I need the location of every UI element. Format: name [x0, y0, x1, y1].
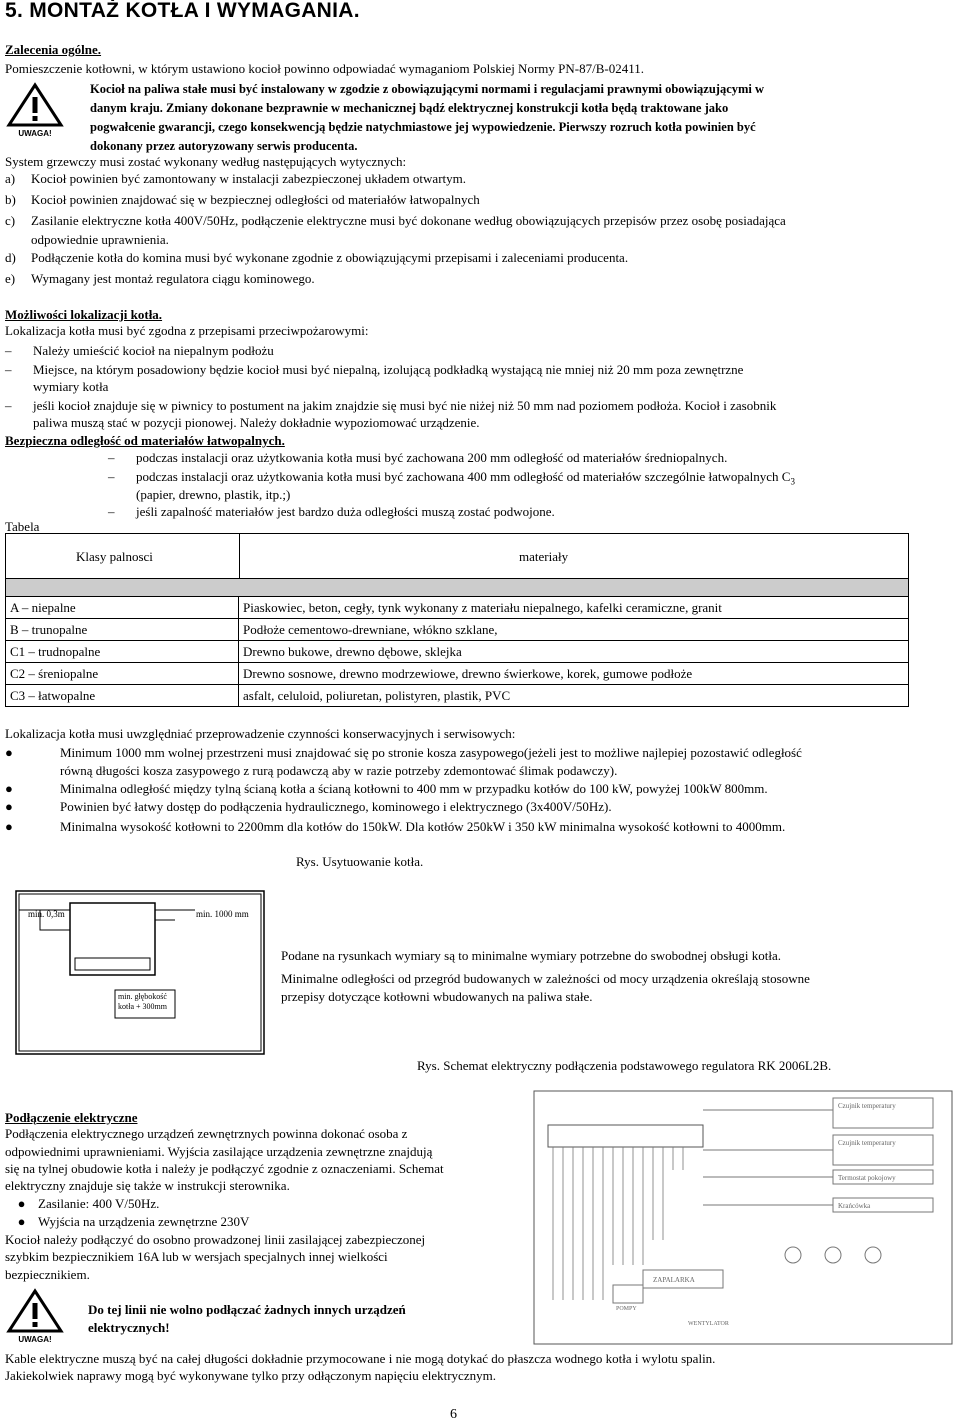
electric-line: Podłączenia elektrycznego urządzeń zewnętrznych powinna dokonać osoba z [5, 1126, 408, 1141]
system-item-d: d) Podłączenie kotła do komina musi być wykonane zgodnie z obowiązującymi przepisami i zaleceniami producenta. [5, 250, 629, 265]
distance-item-1: – podczas instalacji oraz użytkowania kotła musi być zachowana 200 mm odległość od materiałów średniopalnych. [108, 450, 728, 465]
general-heading: Zalecenia ogólne. [5, 42, 102, 57]
maintenance-item-1-cont: równą długości kosza zasypowego z rurą podawczą aby w razie potrzeby zdemontować ślimak podawczy). [60, 763, 618, 778]
figure1-label-1: min. 0,3m [28, 909, 65, 919]
electric-line: odpowiednimi uprawnieniami. Wyjścia zasilające urządzenia zewnętrzne znajdują [5, 1144, 433, 1159]
maintenance-item-2: ● Minimalna odległość między tylną ścianą kotła a ścianą kotłowni to 400 mm w przypadku kotłów do 100 kW, powyżej 100kW 800mm. [5, 781, 768, 796]
electric-bullet-1: ● Zasilanie: 400 V/50Hz. [17, 1196, 160, 1211]
schematic-label: Krańcówka [838, 1202, 871, 1210]
electric-line: się na tylnej obudowie kotła i należy je podłączyć zgodnie z oznaczeniami. Schemat [5, 1161, 444, 1176]
figure1-caption: Rys. Usytuowanie kotła. [296, 854, 424, 869]
warning-icon [5, 1285, 65, 1345]
schematic-label: WENTYLATOR [688, 1321, 729, 1327]
table-row: A – niepalne Piaskowiec, beton, cegły, tynk wykonany z materiału niepalnego, kafelki ceramiczne, granit [6, 597, 909, 619]
warning-text-2: danym kraju. Zmiany dokonane bezprawnie w mechanicznej bądź elektrycznej konstrukcji kotła będą traktowane jako [90, 101, 729, 115]
location-item-1: – Należy umieścić kocioł na niepalnym podłożu [5, 343, 274, 358]
schematic-label: Termostat pokojowy [838, 1174, 896, 1182]
table-label: Tabela [5, 519, 40, 534]
system-intro: System grzewczy musi zostać wykonany według następujących wytycznych: [5, 154, 407, 169]
distance-item-3: – jeśli zapalność materiałów jest bardzo duża odległości muszą zostać podwojone. [108, 504, 555, 519]
location-item-2: – Miejsce, na którym posadowiony będzie kocioł musi być niepalną, izolującą podkładką wystającą nie mniej niż 20 mm poza zewnętrzne [5, 362, 744, 377]
electric-warning-1: Do tej linii nie wolno podłączać żadnych innych urządzeń [88, 1302, 406, 1317]
location-intro: Lokalizacja kotła musi być zgodna z przepisami przeciwpożarowymi: [5, 323, 369, 338]
electrical-schematic-diagram [533, 1090, 953, 1345]
flammability-table [5, 596, 909, 707]
system-item-a: a) Kocioł powinien być zamontowany w instalacji zabezpieczonej układem otwartym. [5, 171, 466, 186]
figure2-caption: Rys. Schemat elektryczny podłączenia podstawowego regulatora RK 2006L2B. [417, 1058, 832, 1073]
table-row: C3 – łatwopalne asfalt, celuloid, poliuretan, polistyren, plastik, PVC [6, 685, 909, 707]
electric-final-1: Kable elektryczne muszą być na całej długości dokładnie przymocowane i nie mogą dotykać do płaszcza wodnego kotła i wylotu spalin. [5, 1351, 716, 1366]
electric-line: bezpiecznikiem. [5, 1267, 90, 1282]
schematic-label: Czujnik temperatury [838, 1139, 896, 1147]
figure1-label-2: min. 1000 mm [196, 909, 249, 919]
general-line: Pomieszczenie kotłowni, w którym ustawiono kocioł powinno odpowiadać wymaganiom Polskiej Normy PN-87/B-02411. [5, 61, 644, 76]
electric-line: elektryczny znajduje się także w instrukcji sterownika. [5, 1178, 290, 1193]
table-row: B – trunopalne Podłoże cementowo-drewniane, włókno szklane, [6, 619, 909, 641]
schematic-label: Czujnik temperatury [838, 1102, 896, 1110]
distance-heading: Bezpieczna odległość od materiałów łatwopalnych. [5, 433, 285, 448]
table-row: C2 – śreniopalne Drewno sosnowe, drewno modrzewiowe, drewno świerkowe, korek, gumowe podłoże [6, 663, 909, 685]
table-gray-band [5, 579, 909, 596]
figure1-label-3: min. głębokość kotła + 300mm [118, 992, 167, 1011]
system-item-b: b) Kocioł powinien znajdować się w bezpiecznej odległości od materiałów łatwopalnych [5, 192, 480, 207]
system-item-c: c) Zasilanie elektryczne kotła 400V/50Hz, podłączenie elektryczne musi być dokonane według obowiązujących przepisów przez osobę posiadająca [5, 213, 786, 228]
electric-final-2: Jakiekolwiek naprawy mogą być wykonywane tylko przy odłączonym napięciu elektrycznym. [5, 1368, 496, 1383]
distance-item-2: – podczas instalacji oraz użytkowania kotła musi być zachowana 400 mm odległość od materiałów szczególnie łatwopalnych $C_3$ [108, 469, 795, 487]
distance-item-2-cont: (papier, drewno, plastik, itp.;) [136, 487, 291, 502]
location-item-3-cont: paliwa muszą stać w pozycji pionowej. Należy dokładnie wypoziomować urządzenie. [33, 415, 480, 430]
figure1-note-1: Podane na rysunkach wymiary są to minimalne wymiary potrzebne do swobodnej obsługi kotła. [281, 948, 782, 963]
warning-label: UWAGA! [18, 129, 52, 138]
location-item-3: – jeśli kocioł znajduje się w piwnicy to postument na jakim znajdzie się musi być nie niżej niż 50 mm nad poziomem podłoża. Kocioł i zasobnik [5, 398, 777, 413]
warning-text-3: pogwałcenie gwarancji, czego konsekwencją będzie natychmiastowe jej wypowiedzenie. Pierwszy rozruch kotła powinien być [90, 120, 756, 134]
electric-bullet-2: ● Wyjścia na urządzenia zewnętrzne 230V [17, 1214, 250, 1229]
location-item-2-cont: wymiary kotła [33, 379, 109, 394]
maintenance-item-1: ● Minimum 1000 mm wolnej przestrzeni musi znajdować się po stronie kosza zasypowego(jeżeli jest to możliwe najlepiej pozostawić odległość [5, 745, 802, 760]
schematic-label: POMPY [616, 1306, 637, 1312]
location-heading: Możliwości lokalizacji kotła. [5, 307, 163, 322]
warning-text-1: Kocioł na paliwa stałe musi być instalowany w zgodzie z obowiązującymi normami i regulacjami prawnymi obowiązującymi w [90, 82, 765, 96]
electric-line: szybkim bezpiecznikiem 16A lub w wersjach specjalnych innej wielkości [5, 1249, 388, 1264]
warning-label: UWAGA! [18, 1335, 52, 1344]
electric-heading: Podłączenie elektryczne [5, 1110, 138, 1125]
header-classes: Klasy palnosci [76, 549, 153, 564]
system-item-c-cont: odpowiednie uprawnienia. [31, 232, 169, 247]
header-materials: materiały [519, 549, 569, 564]
page-title: 5. MONTAŻ KOTŁA I WYMAGANIA. [5, 0, 360, 22]
table-row: C1 – trudnopalne Drewno bukowe, drewno dębowe, sklejka [6, 641, 909, 663]
maintenance-intro: Lokalizacja kotła musi uwzględniać przeprowadzenie czynności konserwacyjnych i serwisowych: [5, 726, 516, 741]
maintenance-item-4: ● Minimalna wysokość kotłowni to 2200mm dla kotłów do 150kW. Dla kotłów 250kW i 350 kW minimalna wysokość kotłowni to 4000mm. [5, 819, 786, 834]
table-header [5, 533, 909, 579]
figure1-note-2a: Minimalne odległości od przegród budowanych w zależności od mocy urządzenia określają stosowne [281, 971, 810, 986]
maintenance-item-3: ● Powinien być łatwy dostęp do podłączenia hydraulicznego, kominowego i elektrycznego (3x400V/50Hz). [5, 799, 612, 814]
electric-line: Kocioł należy podłączyć do osobno prowadzonej linii zasilającej zabezpieczonej [5, 1232, 426, 1247]
warning-text-4: dokonany przez autoryzowany serwis producenta. [90, 139, 358, 153]
schematic-label: ZAPALARKA [653, 1276, 695, 1284]
warning-icon [5, 79, 65, 139]
page-number: 6 [450, 1407, 457, 1422]
electric-warning-2: elektrycznych! [88, 1320, 170, 1335]
system-item-e: e) Wymagany jest montaż regulatora ciągu kominowego. [5, 271, 315, 286]
figure1-note-2b: przepisy dotyczące kotłowni wbudowanych na paliwa stałe. [281, 989, 593, 1004]
